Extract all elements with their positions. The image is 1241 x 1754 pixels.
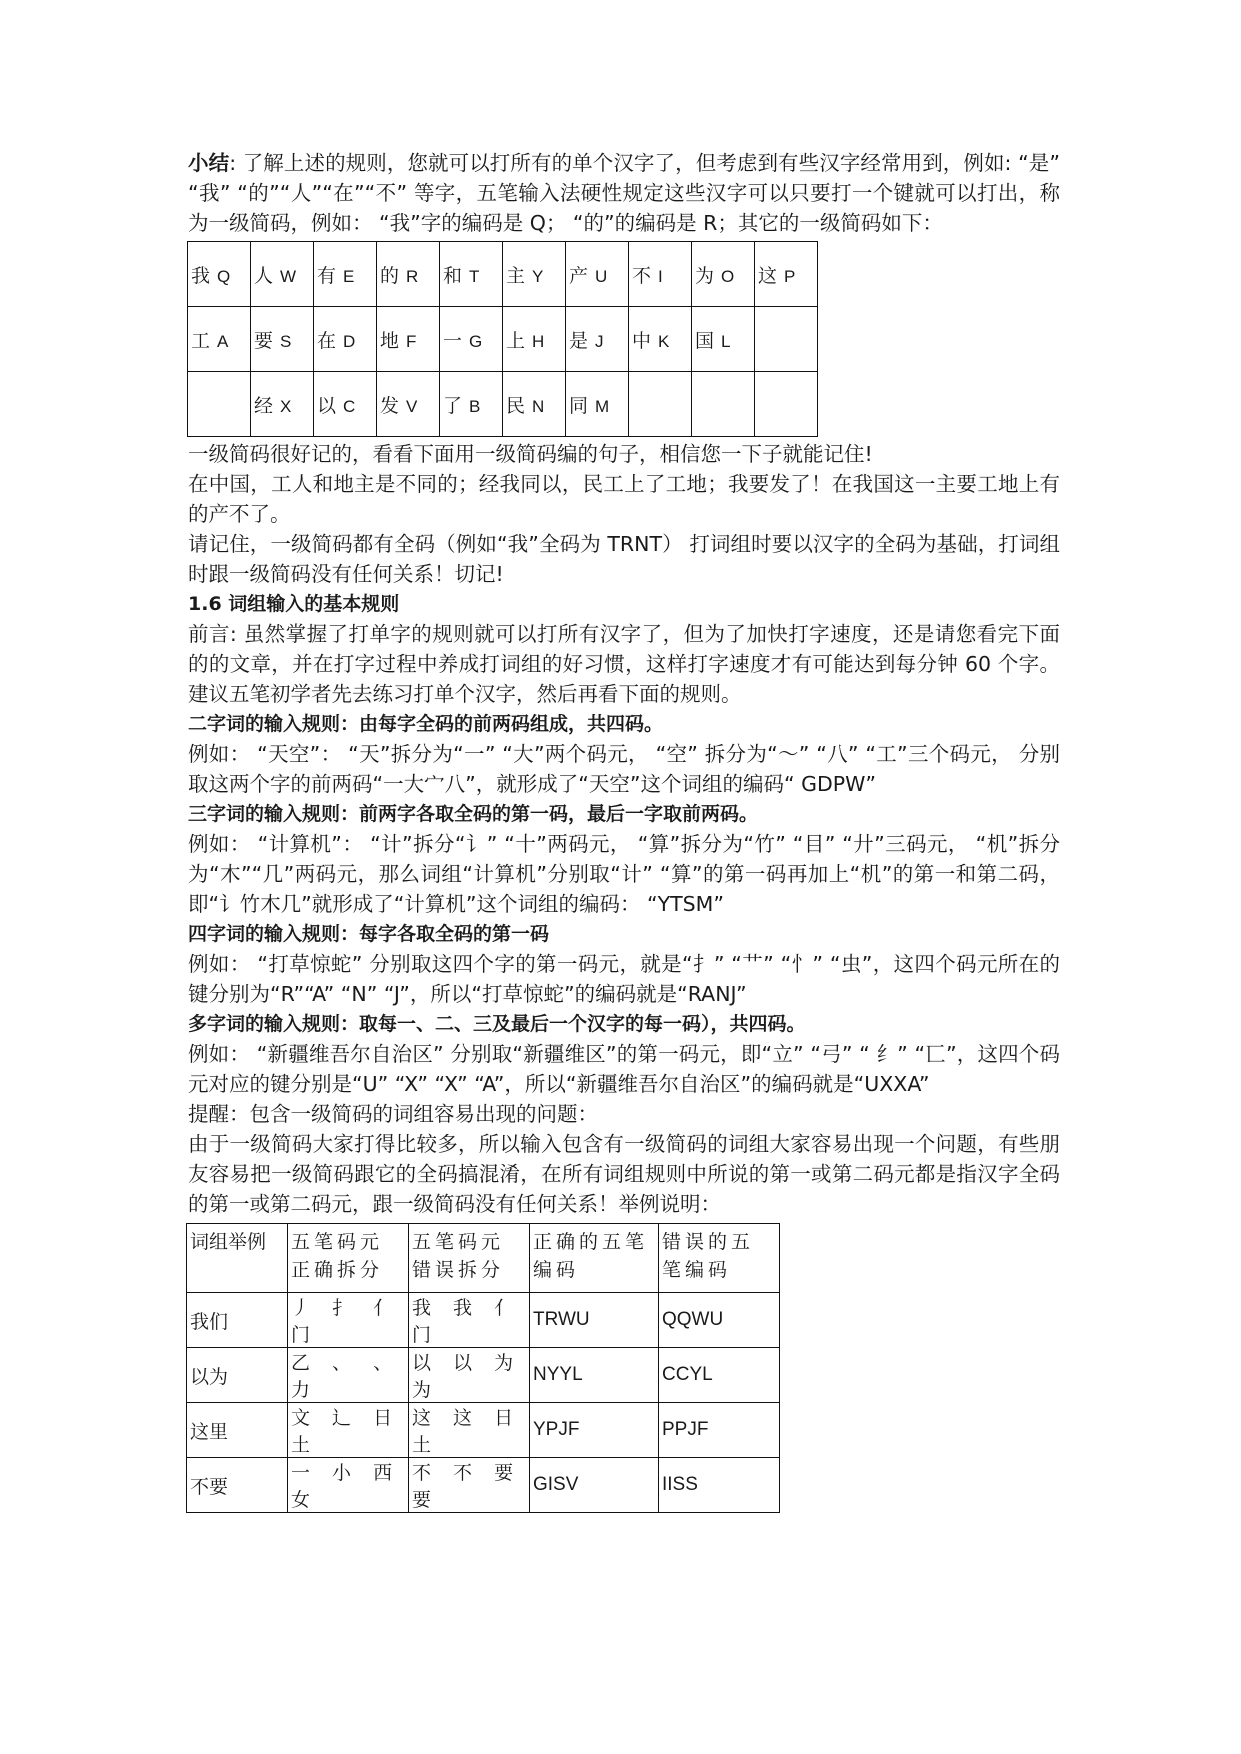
table-cell: 乙 、 、 力	[288, 1348, 409, 1403]
simple-code-key: L	[721, 331, 731, 351]
simple-code-cell	[188, 307, 251, 372]
simple-code-key: G	[469, 331, 483, 351]
simple-code-cell	[440, 307, 503, 372]
example-three-char: 例如： “计算机”： “计”拆分“讠” “十”两码元， “算”拆分为“竹” “目” “廾”三码元， “机”拆分为“木”“几”两码元，那么词组“计算机”分别取“计” “算”的第一码再加上“机”的第一和第二码，即“讠竹木几”就形成了“计算机”这个词组的编码： “YTSM”	[188, 832, 1060, 916]
table-cell: YPJF	[530, 1403, 659, 1458]
examples-table	[186, 1223, 780, 1513]
example-four-char: 例如： “打草惊蛇” 分别取这四个字的第一码元，就是“扌” “艹” “忄” “虫”，这四个码元所在的键分别为“R”“A” “N” “J”，所以“打草惊蛇”的编码就是“RANJ”	[188, 952, 1060, 1006]
table-cell: PPJF	[659, 1403, 780, 1458]
table-cell: 以 以 为 为	[409, 1348, 530, 1403]
table-cell: QQWU	[659, 1293, 780, 1348]
simple-code-char: 人	[254, 264, 274, 287]
simple-code-cell	[251, 242, 314, 307]
simple-code-char: 在	[317, 329, 337, 352]
header-cell: 正确的五笔编码	[530, 1224, 659, 1293]
simple-code-row	[188, 242, 818, 307]
simple-code-cell	[755, 242, 818, 307]
table-cell: 这里	[187, 1403, 288, 1458]
simple-code-cell	[629, 372, 692, 437]
simple-code-char: 了	[443, 394, 463, 417]
simple-code-cell	[251, 307, 314, 372]
header-cell: 五笔码元正确拆分	[288, 1224, 409, 1293]
simple-code-key: M	[595, 396, 610, 416]
paragraph-memo: 一级简码很好记的，看看下面用一级简码编的句子，相信您一下子就能记住!	[188, 442, 873, 466]
table-cell: 不 不 要 要	[409, 1458, 530, 1513]
table-cell: 不要	[187, 1458, 288, 1513]
simple-code-cell	[440, 242, 503, 307]
simple-code-key: O	[721, 266, 735, 286]
simple-code-char: 我	[191, 264, 211, 287]
simple-code-char: 要	[254, 329, 274, 352]
simple-code-key: Q	[217, 266, 231, 286]
simple-code-table	[187, 241, 818, 437]
simple-code-char: 国	[695, 329, 715, 352]
simple-code-cell	[251, 372, 314, 437]
simple-code-cell	[755, 307, 818, 372]
table-cell: CCYL	[659, 1348, 780, 1403]
simple-code-char: 有	[317, 264, 337, 287]
simple-code-key: N	[532, 396, 545, 416]
simple-code-char: 同	[569, 394, 589, 417]
paragraph-sentence: 在中国，工人和地主是不同的；经我同以，民工上了工地；我要发了！在我国这一主要工地上有的产不了。	[188, 472, 1060, 526]
simple-code-key: U	[595, 266, 608, 286]
simple-code-cell	[566, 372, 629, 437]
reminder-body: 由于一级简码大家打得比较多，所以输入包含有一级简码的词组大家容易出现一个问题，有些朋友容易把一级简码跟它的全码搞混淆，在所有词组规则中所说的第一或第二码元都是指汉字全码的第一或第二码元，跟一级简码没有任何关系！举例说明：	[188, 1132, 1060, 1216]
simple-code-char: 的	[380, 264, 400, 287]
paragraph-full-code-note: 请记住，一级简码都有全码（例如“我”全码为 TRNT） 打词组时要以汉字的全码为基础，打词组时跟一级简码没有任何关系！切记!	[188, 532, 1060, 586]
simple-code-char: 产	[569, 264, 589, 287]
document-body	[188, 148, 1060, 1513]
table-cell: 一 小 西 女	[288, 1458, 409, 1513]
simple-code-row	[188, 307, 818, 372]
simple-code-key: S	[280, 331, 292, 351]
simple-code-char: 一	[443, 329, 463, 352]
simple-code-cell	[566, 242, 629, 307]
rule-two-char: 二字词的输入规则：由每字全码的前两码组成，共四码。	[188, 713, 664, 735]
examples-header-row	[187, 1224, 780, 1293]
simple-code-char: 中	[632, 329, 652, 352]
header-cell: 五笔码元错误拆分	[409, 1224, 530, 1293]
simple-code-cell	[503, 372, 566, 437]
simple-code-key: F	[406, 331, 417, 351]
simple-code-cell	[503, 307, 566, 372]
simple-code-cell	[377, 242, 440, 307]
table-row	[187, 1458, 780, 1513]
simple-code-char: 以	[317, 394, 337, 417]
paragraph-preface: 前言: 虽然掌握了打单字的规则就可以打所有汉字了，但为了加快打字速度，还是请您看完下面的的文章，并在打字过程中养成打词组的好习惯，这样打字速度才有可能达到每分钟 60 个字。建议五笔初学者先去练习打单个汉字，然后再看下面的规则。	[188, 622, 1060, 706]
simple-code-key: B	[469, 396, 481, 416]
simple-code-key: W	[280, 266, 297, 286]
simple-code-char: 工	[191, 329, 211, 352]
simple-code-cell	[314, 307, 377, 372]
simple-code-cell	[440, 372, 503, 437]
simple-code-char: 不	[632, 264, 652, 287]
reminder-heading: 提醒：包含一级简码的词组容易出现的问题：	[188, 1102, 598, 1126]
simple-code-char: 是	[569, 329, 589, 352]
intro-text: : 了解上述的规则，您就可以打所有的单个汉字了，但考虑到有些汉字经常用到，例如: “是” “我” “的”“人”“在”“不” 等字，五笔输入法硬性规定这些汉字可以只要打一个键就可以打出，称为一级简码，例如： “我”字的编码是 Q； “的”的编码是 R；其它的一级简码如下：	[188, 151, 1060, 235]
simple-code-key: H	[532, 331, 545, 351]
simple-code-key: E	[343, 266, 355, 286]
intro-paragraph	[188, 148, 1060, 238]
simple-code-char: 为	[695, 264, 715, 287]
table-cell: 我 我 亻 门	[409, 1293, 530, 1348]
simple-code-cell	[755, 372, 818, 437]
header-cell: 词组举例	[187, 1224, 288, 1293]
simple-code-key: R	[406, 266, 419, 286]
simple-code-key: J	[595, 331, 604, 351]
simple-code-key: X	[280, 396, 292, 416]
simple-code-key: D	[343, 331, 356, 351]
simple-code-key: I	[658, 266, 663, 286]
simple-code-char: 上	[506, 329, 526, 352]
simple-code-cell	[377, 372, 440, 437]
table-cell: TRWU	[530, 1293, 659, 1348]
header-cell: 错误的五笔编码	[659, 1224, 780, 1293]
table-cell: 这 这 日 土	[409, 1403, 530, 1458]
section-title: 1.6 词组输入的基本规则	[188, 593, 400, 615]
table-cell: 我们	[187, 1293, 288, 1348]
simple-code-cell	[314, 242, 377, 307]
table-row	[187, 1293, 780, 1348]
rule-four-char: 四字词的输入规则：每字各取全码的第一码	[188, 923, 550, 945]
rule-three-char: 三字词的输入规则：前两字各取全码的第一码，最后一字取前两码。	[188, 803, 759, 825]
simple-code-cell	[629, 242, 692, 307]
simple-code-cell	[692, 242, 755, 307]
simple-code-char: 这	[758, 264, 778, 287]
table-cell: 丿 扌 亻 门	[288, 1293, 409, 1348]
simple-code-char: 主	[506, 264, 526, 287]
table-cell: IISS	[659, 1458, 780, 1513]
simple-code-key: P	[784, 266, 796, 286]
simple-code-cell	[188, 242, 251, 307]
simple-code-key: T	[469, 266, 480, 286]
simple-code-cell	[314, 372, 377, 437]
simple-code-row	[188, 372, 818, 437]
table-row	[187, 1403, 780, 1458]
example-multi-char: 例如： “新疆维吾尔自治区” 分别取“新疆维区”的第一码元，即“立” “弓” “ 纟” “匸”，这四个码元对应的键分别是“U” “X” “X” “A”，所以“新疆维吾尔自治区”的编码就是“UXXA”	[188, 1042, 1060, 1096]
simple-code-cell	[566, 307, 629, 372]
example-two-char: 例如： “天空”： “天”拆分为“一” “大”两个码元， “空” 拆分为“～” “八” “工”三个码元， 分别取这两个字的前两码“一大宀八”，就形成了“天空”这个词组的编码“ GDPW”	[188, 742, 1060, 796]
table-cell: NYYL	[530, 1348, 659, 1403]
simple-code-char: 民	[506, 394, 526, 417]
simple-code-cell	[188, 372, 251, 437]
table-cell: GISV	[530, 1458, 659, 1513]
simple-code-key: V	[406, 396, 418, 416]
table-cell: 文 辶 日 土	[288, 1403, 409, 1458]
simple-code-key: K	[658, 331, 670, 351]
intro-lead: 小结	[188, 151, 230, 175]
simple-code-char: 地	[380, 329, 400, 352]
simple-code-cell	[503, 242, 566, 307]
simple-code-cell	[377, 307, 440, 372]
simple-code-cell	[692, 307, 755, 372]
rule-multi-char: 多字词的输入规则：取每一、二、三及最后一个汉字的每一码），共四码。	[188, 1013, 806, 1035]
simple-code-key: Y	[532, 266, 544, 286]
simple-code-char: 和	[443, 264, 463, 287]
table-row	[187, 1348, 780, 1403]
simple-code-char: 发	[380, 394, 400, 417]
simple-code-key: A	[217, 331, 229, 351]
simple-code-key: C	[343, 396, 356, 416]
table-cell: 以为	[187, 1348, 288, 1403]
simple-code-cell	[629, 307, 692, 372]
simple-code-char: 经	[254, 394, 274, 417]
simple-code-cell	[692, 372, 755, 437]
